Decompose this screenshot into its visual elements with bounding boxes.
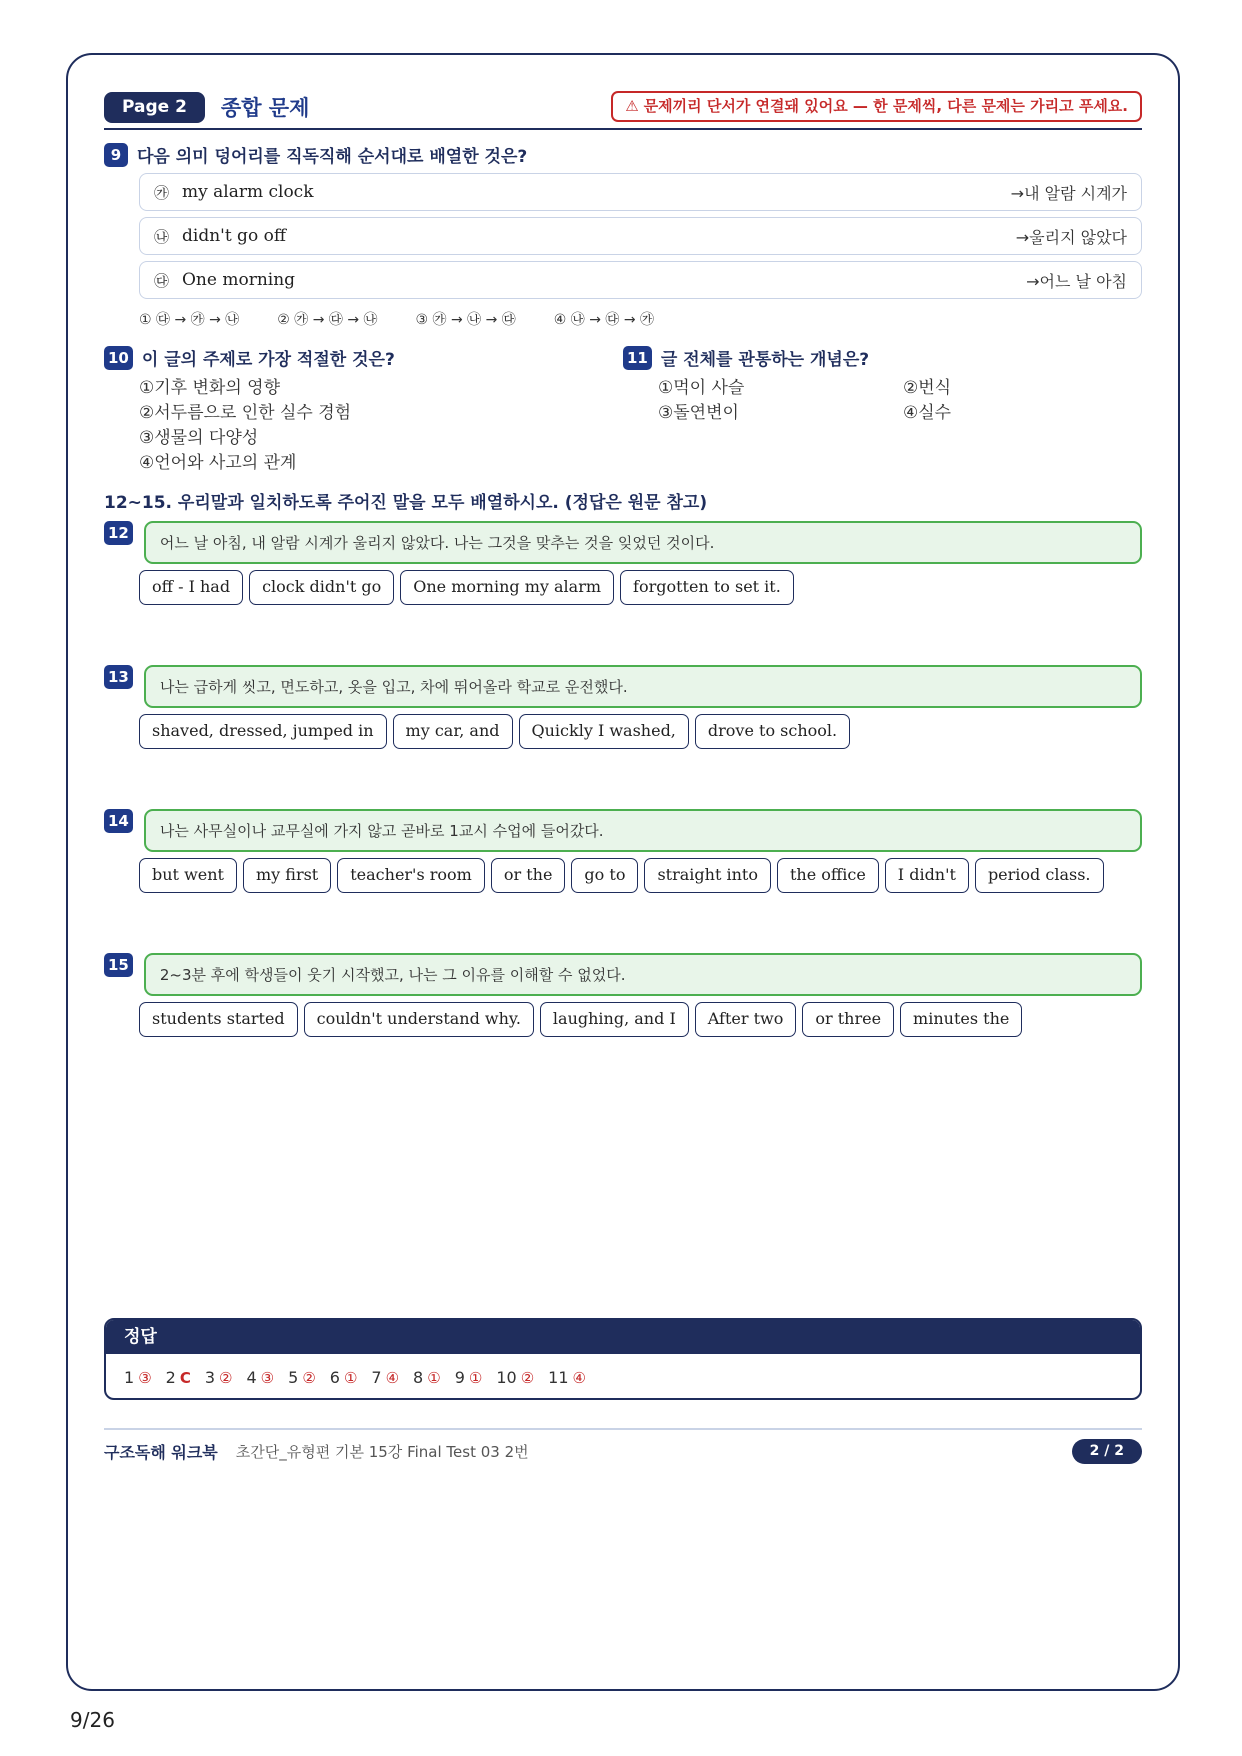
chunk-english: my alarm clock bbox=[182, 182, 314, 202]
meaning-chunk bbox=[139, 261, 1142, 299]
answer-value: ④ bbox=[572, 1368, 586, 1387]
answer-number: 3 bbox=[204, 1367, 216, 1387]
page-footer bbox=[104, 1436, 1142, 1466]
answer-value: ② bbox=[302, 1368, 316, 1387]
section-title: 종합 문제 bbox=[220, 96, 310, 120]
word-tiles bbox=[139, 1002, 1142, 1037]
answer-option[interactable]: ③돌연변이 bbox=[658, 403, 739, 423]
word-tile[interactable]: students started bbox=[139, 1002, 298, 1037]
answer-item bbox=[413, 1368, 441, 1387]
answer-option[interactable]: ①기후 변화의 영향 bbox=[139, 378, 281, 398]
answer-option[interactable]: ① ㉰ → ㉮ → ㉯ bbox=[139, 312, 240, 328]
question-number: 14 bbox=[104, 809, 133, 833]
source-label: 초간단_유형편 기본 15강 Final Test 03 2번 bbox=[235, 1442, 529, 1461]
korean-sentence: 어느 날 아침, 내 알람 시계가 울리지 않았다. 나는 그것을 맞추는 것을 잊었던 것이다. bbox=[144, 521, 1142, 564]
answer-item bbox=[166, 1368, 191, 1387]
question-9-options bbox=[139, 309, 1142, 329]
question-11-header bbox=[623, 345, 1142, 370]
chunk-mark: ㉯ bbox=[154, 227, 170, 246]
answer-item bbox=[205, 1368, 233, 1387]
question-15 bbox=[104, 953, 1142, 1037]
word-tile[interactable]: period class. bbox=[975, 858, 1104, 893]
answer-item bbox=[455, 1368, 483, 1387]
chunk-mark: ㉮ bbox=[154, 183, 170, 202]
answer-value: ① bbox=[427, 1368, 441, 1387]
word-tile[interactable]: teacher's room bbox=[337, 858, 485, 893]
word-tile[interactable]: I didn't bbox=[885, 858, 969, 893]
footer-divider bbox=[104, 1428, 1142, 1430]
page-badge: Page 2 bbox=[104, 92, 205, 123]
answer-option[interactable]: ③생물의 다양성 bbox=[139, 428, 259, 448]
word-tile[interactable]: forgotten to set it. bbox=[620, 570, 794, 605]
word-tile[interactable]: couldn't understand why. bbox=[304, 1002, 534, 1037]
chunk-english: One morning bbox=[182, 270, 296, 290]
answer-number: 6 bbox=[329, 1367, 340, 1387]
answer-value: ① bbox=[468, 1368, 483, 1387]
question-row bbox=[104, 809, 1142, 852]
answer-item bbox=[548, 1368, 586, 1387]
viewer-page-counter: 9/26 bbox=[70, 1708, 115, 1732]
answer-option[interactable]: ②번식 bbox=[903, 378, 952, 398]
warning-banner bbox=[611, 91, 1142, 122]
word-tile[interactable]: minutes the bbox=[900, 1002, 1022, 1037]
question-10 bbox=[104, 333, 623, 476]
answer-number: 8 bbox=[413, 1367, 424, 1387]
question-number: 10 bbox=[104, 346, 133, 370]
korean-sentence: 나는 급하게 씻고, 면도하고, 옷을 입고, 차에 뛰어올라 학교로 운전했다. bbox=[144, 665, 1142, 708]
question-13 bbox=[104, 665, 1142, 749]
answer-number: 9 bbox=[454, 1367, 465, 1387]
word-tile[interactable]: drove to school. bbox=[695, 714, 850, 749]
question-10-header bbox=[104, 345, 623, 370]
meaning-chunk bbox=[139, 217, 1142, 255]
question-12 bbox=[104, 521, 1142, 605]
arrange-instructions: 12~15. 우리말과 일치하도록 주어진 말을 모두 배열하시오. (정답은 원문 참고) bbox=[104, 493, 708, 513]
answer-key-title: 정답 bbox=[106, 1320, 1140, 1354]
answer-value: ① bbox=[343, 1368, 358, 1387]
answer-option[interactable]: ①먹이 사슬 bbox=[658, 378, 745, 398]
answer-number: 2 bbox=[165, 1367, 176, 1387]
workbook-brand: 구조독해 워크북 bbox=[104, 1442, 218, 1462]
answer-value: ② bbox=[520, 1368, 535, 1387]
answer-option[interactable]: ④언어와 사고의 관계 bbox=[139, 453, 297, 473]
question-prompt: 글 전체를 관통하는 개념은? bbox=[660, 350, 870, 370]
word-tiles bbox=[139, 570, 1142, 605]
question-11 bbox=[623, 333, 1142, 476]
answer-number: 7 bbox=[371, 1367, 382, 1387]
answer-item bbox=[330, 1368, 358, 1387]
answer-number: 4 bbox=[246, 1367, 257, 1387]
answer-option[interactable]: ④ ㉯ → ㉰ → ㉮ bbox=[553, 312, 655, 328]
word-tile[interactable]: clock didn't go bbox=[249, 570, 394, 605]
answer-number: 5 bbox=[288, 1367, 299, 1387]
answer-key bbox=[104, 1318, 1142, 1400]
chunk-english: didn't go off bbox=[182, 226, 286, 246]
word-tile[interactable]: shaved, dressed, jumped in bbox=[139, 714, 387, 749]
warning-text: 문제끼리 단서가 연결돼 있어요 — 한 문제씩, 다른 문제는 가리고 푸세요. bbox=[643, 97, 1128, 115]
word-tile[interactable]: the office bbox=[777, 858, 879, 893]
question-14 bbox=[104, 809, 1142, 893]
question-number: 13 bbox=[104, 665, 133, 689]
warning-triangle-icon: ⚠ bbox=[625, 97, 639, 115]
question-number: 15 bbox=[104, 953, 133, 977]
question-row bbox=[104, 521, 1142, 564]
meaning-chunk bbox=[139, 173, 1142, 211]
questions-10-11 bbox=[104, 333, 1142, 476]
question-row bbox=[104, 665, 1142, 708]
question-prompt: 다음 의미 덩어리를 직독직해 순서대로 배열한 것은? bbox=[137, 147, 528, 167]
page-indicator: 2 / 2 bbox=[1072, 1439, 1142, 1464]
word-tile[interactable]: but went bbox=[139, 858, 237, 893]
answer-item bbox=[288, 1368, 316, 1387]
answer-item bbox=[124, 1368, 152, 1387]
question-10-options bbox=[139, 376, 623, 476]
word-tile[interactable]: my first bbox=[243, 858, 331, 893]
answer-value: ② bbox=[219, 1368, 233, 1387]
question-number: 9 bbox=[104, 143, 128, 167]
question-number: 12 bbox=[104, 521, 133, 545]
question-9-header bbox=[104, 142, 1142, 167]
header-divider bbox=[104, 128, 1142, 130]
answer-option[interactable]: ④실수 bbox=[903, 403, 952, 423]
korean-sentence: 나는 사무실이나 교무실에 가지 않고 곧바로 1교시 수업에 들어갔다. bbox=[144, 809, 1142, 852]
chunk-korean: →울리지 않았다 bbox=[1015, 227, 1127, 247]
answer-item bbox=[371, 1368, 399, 1387]
korean-sentence: 2~3분 후에 학생들이 웃기 시작했고, 나는 그 이유를 이해할 수 없었다. bbox=[144, 953, 1142, 996]
worksheet-content bbox=[104, 91, 1142, 1669]
word-tile[interactable]: Quickly I washed, bbox=[519, 714, 689, 749]
word-tile[interactable]: off - I had bbox=[139, 570, 243, 605]
word-tiles bbox=[139, 714, 1142, 749]
word-tile[interactable]: straight into bbox=[644, 858, 771, 893]
answer-item bbox=[246, 1368, 274, 1387]
word-tile[interactable]: or three bbox=[802, 1002, 894, 1037]
word-tile[interactable]: One morning my alarm bbox=[400, 570, 614, 605]
chunk-korean: →어느 날 아침 bbox=[1026, 271, 1127, 291]
answer-value: ③ bbox=[260, 1368, 275, 1387]
page-header bbox=[104, 91, 1142, 123]
answer-value: ④ bbox=[385, 1368, 400, 1387]
answer-option[interactable]: ②서두름으로 인한 실수 경험 bbox=[139, 403, 352, 423]
question-number: 11 bbox=[623, 346, 652, 370]
chunk-mark: ㉰ bbox=[154, 271, 170, 290]
answer-option[interactable]: ③ ㉮ → ㉯ → ㉰ bbox=[415, 312, 516, 328]
answer-item bbox=[496, 1368, 534, 1387]
answer-number: 1 bbox=[124, 1367, 135, 1387]
question-row bbox=[104, 953, 1142, 996]
answer-option[interactable]: ② ㉮ → ㉰ → ㉯ bbox=[277, 312, 378, 328]
answer-value: C bbox=[179, 1368, 191, 1387]
word-tile[interactable]: or the bbox=[491, 858, 566, 893]
word-tile[interactable]: laughing, and I bbox=[540, 1002, 689, 1037]
answer-number: 11 bbox=[548, 1367, 569, 1387]
word-tile[interactable]: After two bbox=[695, 1002, 797, 1037]
word-tiles bbox=[139, 858, 1142, 893]
answer-value: ③ bbox=[138, 1368, 152, 1387]
chunk-korean: →내 알람 시계가 bbox=[1010, 183, 1127, 203]
question-11-options bbox=[658, 376, 1142, 426]
question-prompt: 이 글의 주제로 가장 적절한 것은? bbox=[141, 350, 395, 370]
word-tile[interactable]: go to bbox=[571, 858, 638, 893]
word-tile[interactable]: my car, and bbox=[393, 714, 513, 749]
answer-key-list bbox=[106, 1354, 1140, 1400]
worksheet-page bbox=[66, 53, 1180, 1691]
answer-number: 10 bbox=[496, 1367, 517, 1387]
